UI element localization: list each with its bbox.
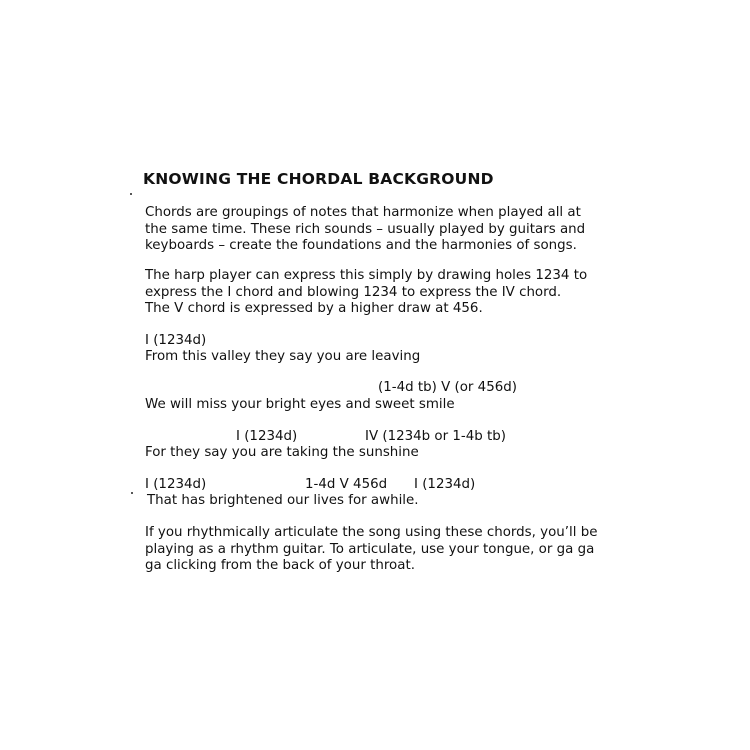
paragraph-chords-intro — [145, 205, 585, 255]
chord-label: I (1234d) — [145, 477, 207, 492]
lyric-line: That has brightened our lives for awhile. — [147, 493, 419, 508]
chord-label: IV (1234b or 1-4b tb) — [365, 429, 506, 444]
margin-dot-top — [130, 193, 132, 195]
chord-label: (1-4d tb) V (or 456d) — [378, 380, 517, 395]
chord-label: I (1234d) — [236, 429, 298, 444]
chord-label: I (1234d) — [145, 333, 207, 348]
text-line: The V chord is expressed by a higher draw at 456. — [145, 301, 483, 316]
lyric-line: We will miss your bright eyes and sweet smile — [145, 397, 455, 412]
lyric-line: From this valley they say you are leaving — [145, 349, 421, 364]
text-line: keyboards – create the foundations and the harmonies of songs. — [145, 238, 577, 253]
chord-label: I (1234d) — [414, 477, 476, 492]
text-line: ga clicking from the back of your throat. — [145, 558, 415, 573]
text-line: playing as a rhythm guitar. To articulate, use your tongue, or ga ga — [145, 541, 595, 557]
text-line: The harp player can express this simply by drawing holes 1234 to — [145, 268, 588, 283]
margin-dot-bottom — [131, 492, 133, 494]
text-line: the same time. These rich sounds – usually played by guitars and — [145, 221, 586, 237]
lyric-line: For they say you are taking the sunshine — [145, 445, 419, 460]
text-line: If you rhythmically articulate the song using these chords, you’ll be — [145, 525, 598, 540]
paragraph-harp-chords — [145, 268, 587, 318]
section-heading: KNOWING THE CHORDAL BACKGROUND — [143, 170, 494, 188]
paragraph-articulation — [145, 525, 597, 575]
chord-label: 1-4d V 456d — [305, 477, 388, 492]
text-line: express the I chord and blowing 1234 to express the IV chord. — [145, 284, 562, 300]
text-line: Chords are groupings of notes that harmonize when played all at — [145, 205, 581, 220]
